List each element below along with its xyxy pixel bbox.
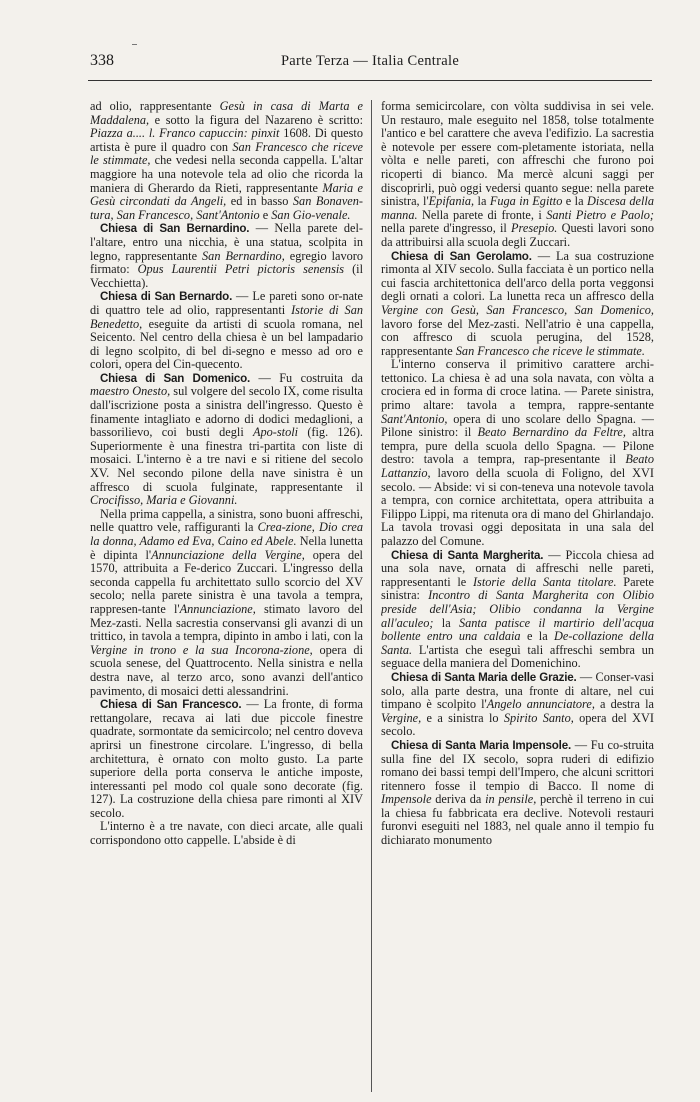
body-text: 1608. Di questo artista è pure il quadro con [90,126,363,154]
paragraph [90,290,363,372]
body-text: egregio lavoro firmato: [90,248,363,277]
italic-text: Beato Bernardino da Feltre, [477,425,626,440]
body-text: e [259,207,272,222]
italic-text: Presepio. [511,221,558,236]
italic-text: De-collazione della Santa. [381,629,654,657]
body-text: e a sinistra lo [421,710,504,725]
paragraph [90,372,363,508]
italic-text: in pensile, [485,792,537,807]
body-text: stimato lavoro del Mez-zasti. Nella sacrestia conservansi gli avanzi di un trittico, in tavola a tempra, dipinto in ambo i lati, con la [90,601,363,644]
paragraph [90,820,363,847]
body-text: a destra la [594,697,654,712]
paragraph [381,250,654,359]
body-text: Parete sinistra: [381,574,654,603]
body-text: e la [520,629,555,644]
body-text: opera del XVI secolo. [381,710,654,739]
italic-text: Annunciazione, [179,601,256,616]
italic-text: Impensole [381,792,432,807]
body-text: eseguite da artisti di scuola romana, nel Seicento. Nel centro della chiesa è un bel lampadario di legno scolpito, di bel di-segno e messo ad oro e colori, opera del Cin-quecento. [90,316,363,372]
italic-text: Istorie di San Benedetto, [90,302,363,331]
body-text: (il Vecchietta). [90,262,363,290]
body-text: — Nella parete del-l'altare, entro una nicchia, è una statua, scolpita in legno, rappresentante [90,221,363,263]
section-heading: Chiesa di San Francesco. [100,698,242,712]
body-text: — La fronte, di forma rettangolare, recava ai lati due piccole finestre quadrate, sormontate da semicircolo; nel centro doveva aprirsi un finestrone circolare. L'ingresso, di bella architettura, è ornato con molto gusto. La parte superiore della porta conserva le antiche imposte, interessanti pel modo col quale sono decorate (fig. 127). La costruzione della chiesa pare rimonti al XIV secolo. [90,697,363,820]
section-heading: Chiesa di San Bernardo. [100,290,233,304]
italic-text: Epifania, [428,194,475,209]
right-column [381,100,654,1090]
italic-text: San Bonaven-tura, San Francesco, Sant'Antonio [90,194,363,222]
body-text: opera di scuola senese, del Quattrocento. Nella sinistra e nella destra nave, al terzo arco, sono avanzi dell'antico pavimento, di mosaici detti alessandrini. [90,642,363,698]
body-text: la [433,615,459,630]
page-header [90,52,650,76]
italic-text: Vergine con Gesù, San Francesco, San Domenico, [381,302,654,317]
body-text: Nella lunetta è dipinta l' [90,534,363,562]
body-text: e la [562,194,588,209]
header-rule [88,80,652,81]
italic-text: San Francesco che riceve le stimmate. [455,343,645,358]
body-text: che vedesi nella seconda cappella. L'altar maggiore ha una notevole tela ad olio che ricorda la maniera di Gherardo da Rieti, rappresentante [90,153,363,195]
paragraph [90,100,363,222]
italic-text: Annunciazione della Vergine, [151,547,305,562]
italic-text: Gesù in casa di Marta e Maddalena, [90,100,363,127]
italic-text: Crea-zione, Dio crea la donna, Adamo ed Eva, Caino ed Abele. [90,520,363,548]
italic-text: Piazza a.... l. Franco capuccin: pinxit [90,126,280,141]
paragraph [90,698,363,820]
italic-text: Angelo annunciatore, [486,697,595,712]
italic-text: maestro Onesto, [90,384,171,399]
page-number: 338 [90,52,114,69]
italic-text: Spirito Santo, [503,710,574,725]
section-heading: Chiesa di Santa Maria Impensole. [391,738,571,752]
body-text: altra tempra, pure della scuola dello Spagna. — Pilone destro: tavola a tempra, rap-presentante il [381,425,654,467]
section-heading: Chiesa di San Gerolamo. [391,249,532,263]
section-heading: Chiesa di San Domenico. [100,371,251,385]
italic-text: Opus Laurentii Petri pictoris senensis [137,262,345,277]
body-text: sul volgere del secolo IX, come risulta dall'iscrizione posta a sinistra dell'ingresso. Questo è finamente intagliato e adorno di dodici medaglioni, a bassorilievo, coi busti degli [90,384,363,440]
paragraph [381,100,654,250]
body-text: e sotto la figura del Nazareno è scritto: [149,112,363,127]
body-text: Nella parete di fronte, i [417,207,547,222]
paragraph [90,222,363,290]
section-heading: Chiesa di Santa Maria delle Grazie. [391,670,577,684]
italic-text: Maria e Gesù circondati da Angeli, [90,180,363,209]
body-text: opera di uno scolare dello Spagna. — Pilone sinistro: il [381,411,654,440]
body-text: Nella prima cappella, a sinistra, sono buoni affreschi, nelle quattro vele, raffiguranti la [90,506,363,535]
italic-text: Crocifisso, Maria e Giovanni. [90,493,238,508]
italic-text: San Francesco che riceve le stimmate, [90,139,363,168]
italic-text: San Bernardino, [202,248,285,263]
italic-text: Beato Lattanzio, [381,452,654,481]
body-text: — La sua costruzione rimonta al XIV secolo. Sulla facciata è un portico nella cui fascia architettonica dell'arco della porta veggonsi degli ornati a colori. La lunetta reca un affresco della [381,248,654,304]
italic-text: Sant'Antonio, [381,411,448,426]
body-text: L'artista che eseguì tali affreschi sembra un seguace della maniera del Domenichino. [381,642,654,671]
body-text: Questi lavori sono da attribuirsi alla scuola degli Zuccari. [381,221,654,249]
italic-text: Santi Pietro e Paolo; [546,207,654,222]
paragraph [90,508,363,698]
body-text: lavoro della scuola di Foligno, del XVI secolo. — Abside: vi si con-teneva una notevole tavola a tempra, con cornice architettata, opera attribuita a Filippo Lippi, ma ritenuta ora di mano del Ghirlandajo. La tavola trovasi oggi depositata in una sala del palazzo del Comune. [381,466,654,548]
body-text: forma semicircolare, con vòlta suddivisa in sei vele. Un restauro, male eseguito nel 1858, tolse totalmente l'antico e bel carattere che aveva l'edifizio. La sacrestia è notevole per essere com-pletamente istoriata, nella vòlta e nelle pareti, con affreschi che furono poi ricoperti di bianco. Ma mercè alcuni saggi per discoprirli, può oggi vedersi quanto segue: nella parete sinistra, l' [381,100,654,209]
italic-text: Fuga in Egitto [489,194,563,209]
italic-text: Istorie della Santa titolare. [472,574,617,589]
body-text: deriva da [431,792,486,807]
body-text: L'interno conserva il primitivo carattere archi-tettonico. La chiesa è ad una sola navata, con vòlta a crociera ed in forma di croce latina. — Parete sinistra, primo altare: tavola a tempra, rappre-sentante [381,357,654,413]
italic-text: Vergine in trono e la sua Incorona-zione, [90,642,313,657]
body-text: — Fu co-struita sulla fine del IX secolo, sopra ruderi di edifizio romano dei bassi tempi dell'Impero, che alcuni scrittori ritennero fosse il tempio di Bacco. Il nome di [381,737,654,793]
print-mark [132,44,137,45]
section-heading: Chiesa di San Bernardino. [100,222,250,236]
italic-text: Discesa della manna. [381,194,654,222]
italic-text: Apo-stoli [252,425,299,440]
italic-text: San Gio-venale. [271,207,351,222]
running-head: Parte Terza — Italia Centrale [280,53,460,69]
paragraph [381,739,654,848]
body-text: ad olio, rappresentante [90,100,220,113]
paragraph [381,358,654,548]
left-column [90,100,363,1090]
body-text: la [474,194,490,209]
body-text: lavoro forse del Mez-zasti. Nell'atrio è una cappella, con affresco di scuola perugina, del 1528, rappresentante [381,316,654,358]
body-text: nella parete d'ingresso, il [381,221,512,236]
body-text: — Fu costruita da [250,370,363,385]
italic-text: Santa patisce il martirio dell'acqua bollente entro una caldaia [381,615,654,644]
body-text: L'interno è a tre navate, con dieci arcate, alle quali corrispondono otto cappelle. L'abside è di [90,819,363,848]
body-text: opera del 1570, attribuita a Fe-derico Zuccari. L'ingresso della seconda cappella fu architettato sullo scorcio del XV secolo; nella parete sinistra è una tavola a tempra, rappresen-tante l' [90,547,363,616]
paragraph [381,671,654,739]
section-heading: Chiesa di Santa Margherita. [391,548,544,562]
body-text: (fig. 126). Superiormente è una finestra tri-partita con liste di mosaici. L'interno è a tre navi e si ritiene del secolo XV. Nel secondo pilone della nave sinistra è un affresco di scuola fulginate, rappresentante il [90,425,363,494]
column-divider [371,100,372,1092]
body-text: perchè il terreno in cui la chiesa fu fabbricata era declive. Notevoli restauri furonvi eseguiti nel 1883, nel quale anno il tempio fu dichiarato monumento [381,792,654,848]
body-text: — Conser-vasi solo, alla parte destra, una fronte di altare, nel cui timpano è scolpito l' [381,669,654,712]
body-text: ed in basso [226,194,293,209]
body-text: — Le pareti sono or-nate di quattro tele ad olio, rappresentanti [90,289,363,317]
italic-text: Vergine, [381,710,422,725]
paragraph [381,549,654,671]
italic-text: Incontro di Santa Margherita con Olibio preside dell'Asia; Olibio condanna la Vergine all'aculeo; [381,588,654,630]
body-text: — Piccola chiesa ad una sola nave, ornata di affreschi nelle pareti, rappresentanti le [381,547,654,589]
